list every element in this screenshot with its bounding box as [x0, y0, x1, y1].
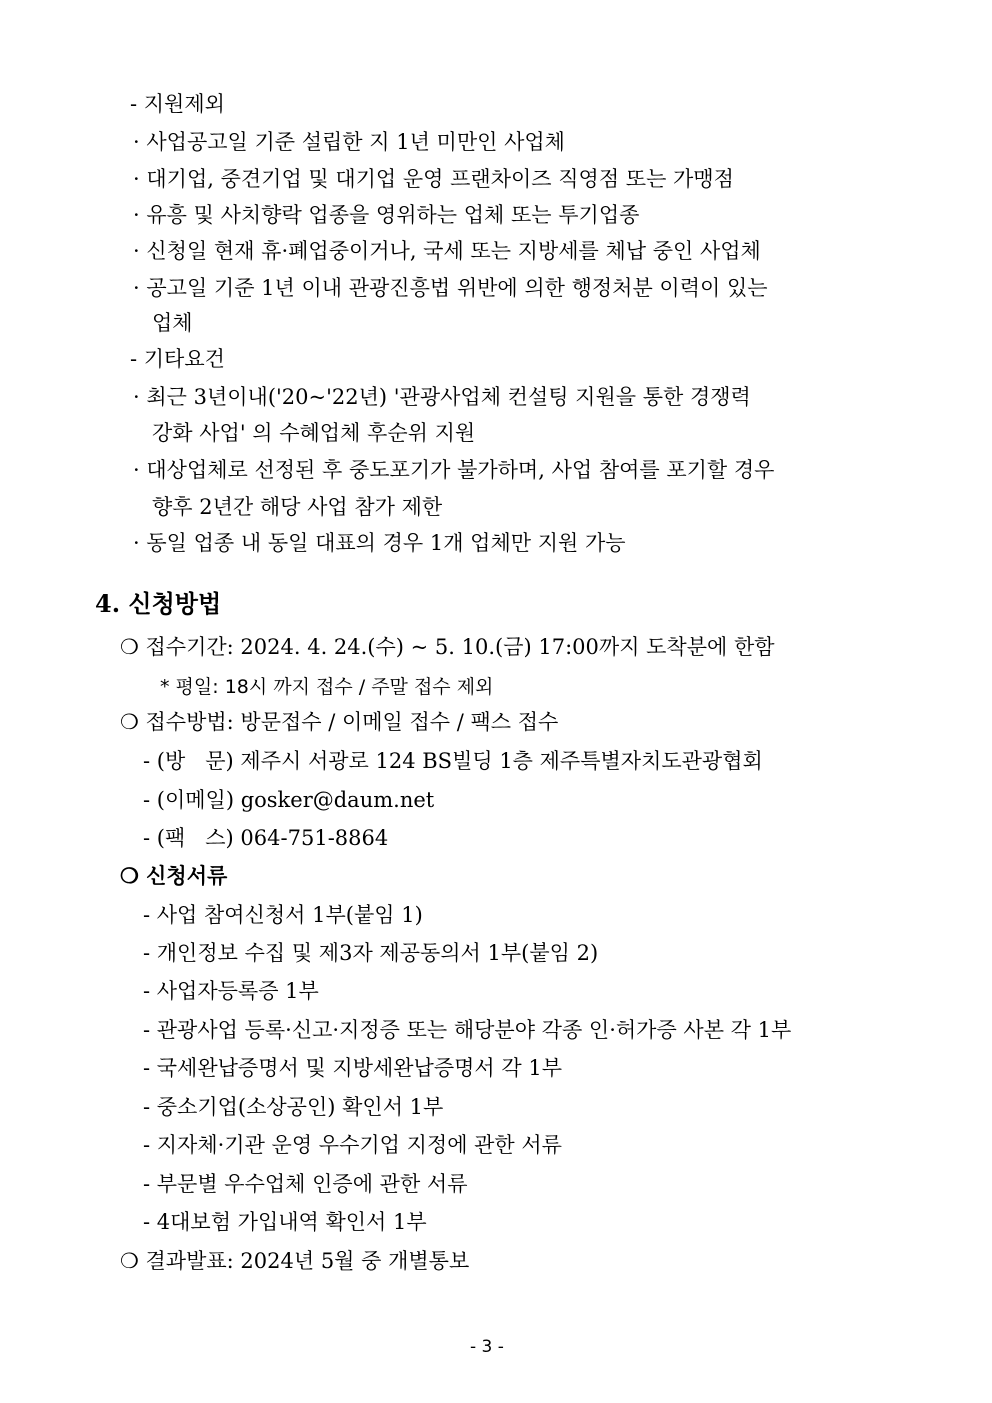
list-item-continuation: 향후 2년간 해당 사업 참가 제한 [152, 495, 443, 519]
doc-item: - 사업자등록증 1부 [143, 979, 319, 1003]
list-item [133, 456, 774, 484]
doc-item: - 지자체·기관 운영 우수기업 지정에 관한 서류 [143, 1133, 562, 1157]
list-item [133, 274, 768, 302]
method-email[interactable]: - (이메일) gosker@daum.net [143, 788, 435, 812]
result-item [120, 1247, 469, 1275]
bullet: · [133, 531, 140, 555]
section-heading: 4. 신청방법 [95, 589, 222, 618]
list-item [133, 128, 565, 156]
item-text: 유흥 및 사치향락 업종을 영위하는 업체 또는 투기업종 [146, 203, 640, 227]
list-item [133, 201, 639, 229]
period-text: 접수기간: 2024. 4. 24.(수) ~ 5. 10.(금) 17:00까지 도착분에 한함 [145, 635, 775, 659]
result-text: 결과발표: 2024년 5월 중 개별통보 [145, 1249, 470, 1273]
item-text: 동일 업종 내 동일 대표의 경우 1개 업체만 지원 가능 [146, 531, 626, 555]
period-note: * 평일: 18시 까지 접수 / 주말 접수 제외 [160, 676, 494, 698]
bullet: · [133, 239, 140, 263]
bullet: · [133, 385, 140, 409]
circle-bullet-icon: ❍ [120, 710, 139, 734]
other-title: - 기타요건 [130, 347, 225, 371]
list-item [133, 165, 734, 193]
doc-item: - 관광사업 등록·신고·지정증 또는 해당분야 각종 인·허가증 사본 각 1부 [143, 1018, 792, 1042]
docs-item [120, 862, 227, 890]
bullet: · [133, 167, 140, 191]
list-item-continuation: 강화 사업' 의 수혜업체 후순위 지원 [152, 421, 476, 445]
method-text: 접수방법: 방문접수 / 이메일 접수 / 팩스 접수 [145, 710, 559, 734]
bullet: · [133, 458, 140, 482]
circle-bullet-icon: ❍ [120, 863, 139, 888]
circle-bullet-icon: ❍ [120, 635, 139, 659]
docs-title: 신청서류 [146, 863, 228, 888]
item-text: 사업공고일 기준 설립한 지 1년 미만인 사업체 [146, 130, 565, 154]
doc-item: - 4대보험 가입내역 확인서 1부 [143, 1210, 427, 1234]
doc-item: - 부문별 우수업체 인증에 관한 서류 [143, 1172, 468, 1196]
method-item [120, 708, 558, 736]
method-fax: - (팩 스) 064-751-8864 [143, 826, 389, 850]
item-text: 신청일 현재 휴·폐업중이거나, 국세 또는 지방세를 체납 중인 사업체 [146, 239, 761, 263]
method-visit: - (방 문) 제주시 서광로 124 BS빌딩 1층 제주특별자치도관광협회 [143, 749, 763, 773]
page-number: - 3 - [470, 1337, 504, 1357]
list-item [133, 383, 751, 411]
bullet: · [133, 130, 140, 154]
doc-item: - 개인정보 수집 및 제3자 제공동의서 1부(붙임 2) [143, 941, 599, 965]
list-item [133, 529, 626, 557]
exclusion-title: - 지원제외 [130, 92, 225, 116]
doc-item: - 사업 참여신청서 1부(붙임 1) [143, 903, 423, 927]
bullet: · [133, 276, 140, 300]
bullet: · [133, 203, 140, 227]
list-item-continuation: 업체 [152, 311, 193, 335]
doc-item: - 중소기업(소상공인) 확인서 1부 [143, 1095, 444, 1119]
item-text: 대상업체로 선정된 후 중도포기가 불가하며, 사업 참여를 포기할 경우 [146, 458, 775, 482]
doc-item: - 국세완납증명서 및 지방세완납증명서 각 1부 [143, 1056, 562, 1080]
item-text: 최근 3년이내('20~'22년) '관광사업체 컨설팅 지원을 통한 경쟁력 [146, 385, 751, 409]
item-text: 대기업, 중견기업 및 대기업 운영 프랜차이즈 직영점 또는 가맹점 [146, 167, 734, 191]
period-item [120, 633, 775, 661]
circle-bullet-icon: ❍ [120, 1249, 139, 1273]
item-text: 공고일 기준 1년 이내 관광진흥법 위반에 의한 행정처분 이력이 있는 [146, 276, 768, 300]
list-item [133, 237, 761, 265]
